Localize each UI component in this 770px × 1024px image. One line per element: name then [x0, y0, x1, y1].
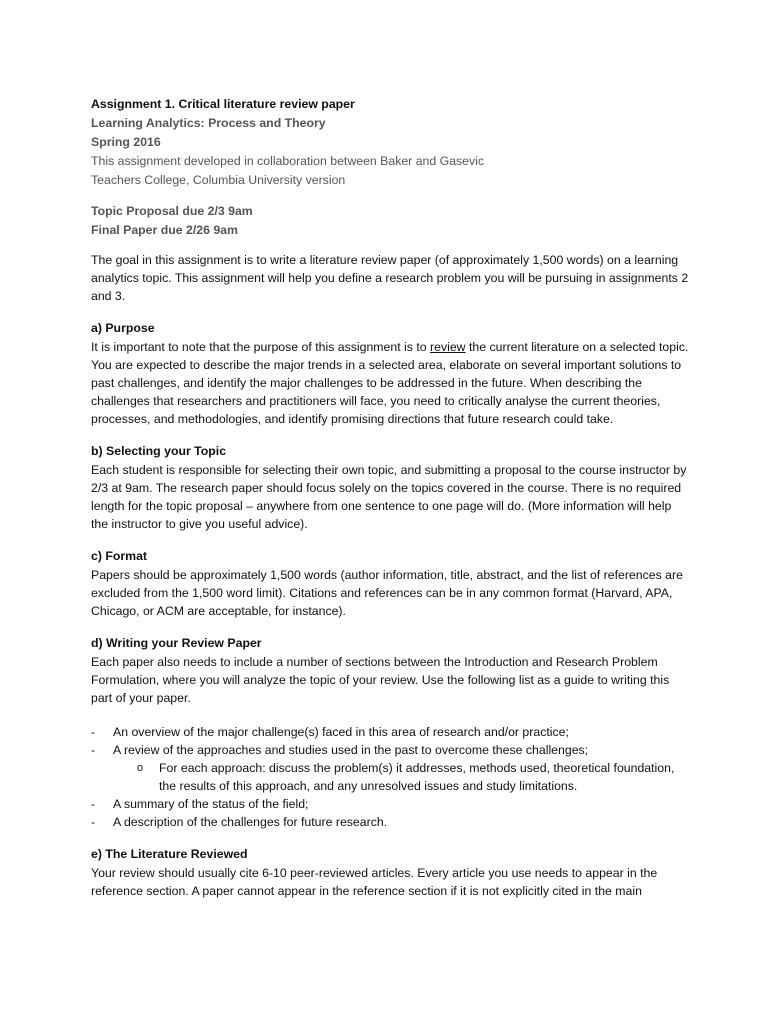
- course-name: Learning Analytics: Process and Theory: [91, 116, 326, 130]
- sub-list: [113, 759, 691, 795]
- intro-paragraph: The goal in this assignment is to write a literature review paper (of approximately 1,500 words) on a learning analytics topic. This assignment will help you define a research problem you will be pursuing in assignments 2 and 3.: [91, 253, 689, 303]
- purpose-paragraph: [91, 338, 691, 428]
- format-paragraph: Papers should be approximately 1,500 words (author information, title, abstract, and the list of references are excluded from the 1,500 word limit). Citations and references can be in any common format (Harvard, APA, Chicago, or ACM are acceptable, for instance).: [91, 568, 683, 618]
- list-item: - An overview of the major challenge(s) faced in this area of research and/or practice;: [91, 723, 691, 741]
- list-item: - A description of the challenges for future research.: [91, 813, 691, 831]
- purpose-text-start: It is important to note that the purpose of this assignment is to: [91, 340, 431, 354]
- list-item: - A summary of the status of the field;: [91, 795, 691, 813]
- proposal-due: Topic Proposal due 2/3 9am: [91, 204, 253, 218]
- credit-line: This assignment developed in collaboration between Baker and Gasevic: [91, 154, 485, 168]
- topic-heading: b) Selecting your Topic: [91, 444, 227, 458]
- topic-paragraph: Each student is responsible for selecting their own topic, and submitting a proposal to the course instructor by 2/3 at 9am. The research paper should focus solely on the topics covered in the course. There is no required length for the topic proposal – anywhere from one sentence to one page will do. (More information will help the instructor to give you useful advice).: [91, 463, 687, 531]
- document-body: [91, 95, 691, 900]
- list-item-text: A review of the approaches and studies used in the past to overcome these challenges;: [113, 743, 589, 757]
- writing-paragraph: Each paper also needs to include a number of sections between the Introduction and Research Problem Formulation, where you will analyze the topic of your review. Use the following list as a guide to writing this part of your paper.: [91, 655, 670, 705]
- section-guide-list: [91, 723, 691, 831]
- sub-list-item: o For each approach: discuss the problem(s) it addresses, methods used, theoretical foundation, the results of this approach, and any unresolved issues and study limitations.: [113, 759, 691, 795]
- purpose-text-end: the current literature on a selected topic. You are expected to describe the major trends in a selected area, elaborate on several important solutions to past challenges, and identify the major challenges to be addressed in the future. When describing the challenges that researchers and practitioners will face, you need to critically analyse the current theories, processes, and methodologies, and identify promising directions that future research could take.: [91, 340, 689, 426]
- format-heading: c) Format: [91, 549, 148, 563]
- writing-heading: d) Writing your Review Paper: [91, 636, 262, 650]
- literature-heading: e) The Literature Reviewed: [91, 847, 248, 861]
- due-dates: [91, 202, 691, 240]
- term: Spring 2016: [91, 135, 161, 149]
- final-due: Final Paper due 2/26 9am: [91, 223, 238, 237]
- literature-paragraph: Your review should usually cite 6-10 peer-reviewed articles. Every article you use needs to appear in the reference section. A paper cannot appear in the reference section if it is not explicitly cited in the main: [91, 866, 658, 898]
- assignment-title: Assignment 1. Critical literature review paper: [91, 97, 355, 111]
- list-item: [91, 741, 691, 795]
- version-line: Teachers College, Columbia University version: [91, 173, 346, 187]
- review-underlined: review: [430, 340, 466, 354]
- purpose-heading: a) Purpose: [91, 321, 155, 335]
